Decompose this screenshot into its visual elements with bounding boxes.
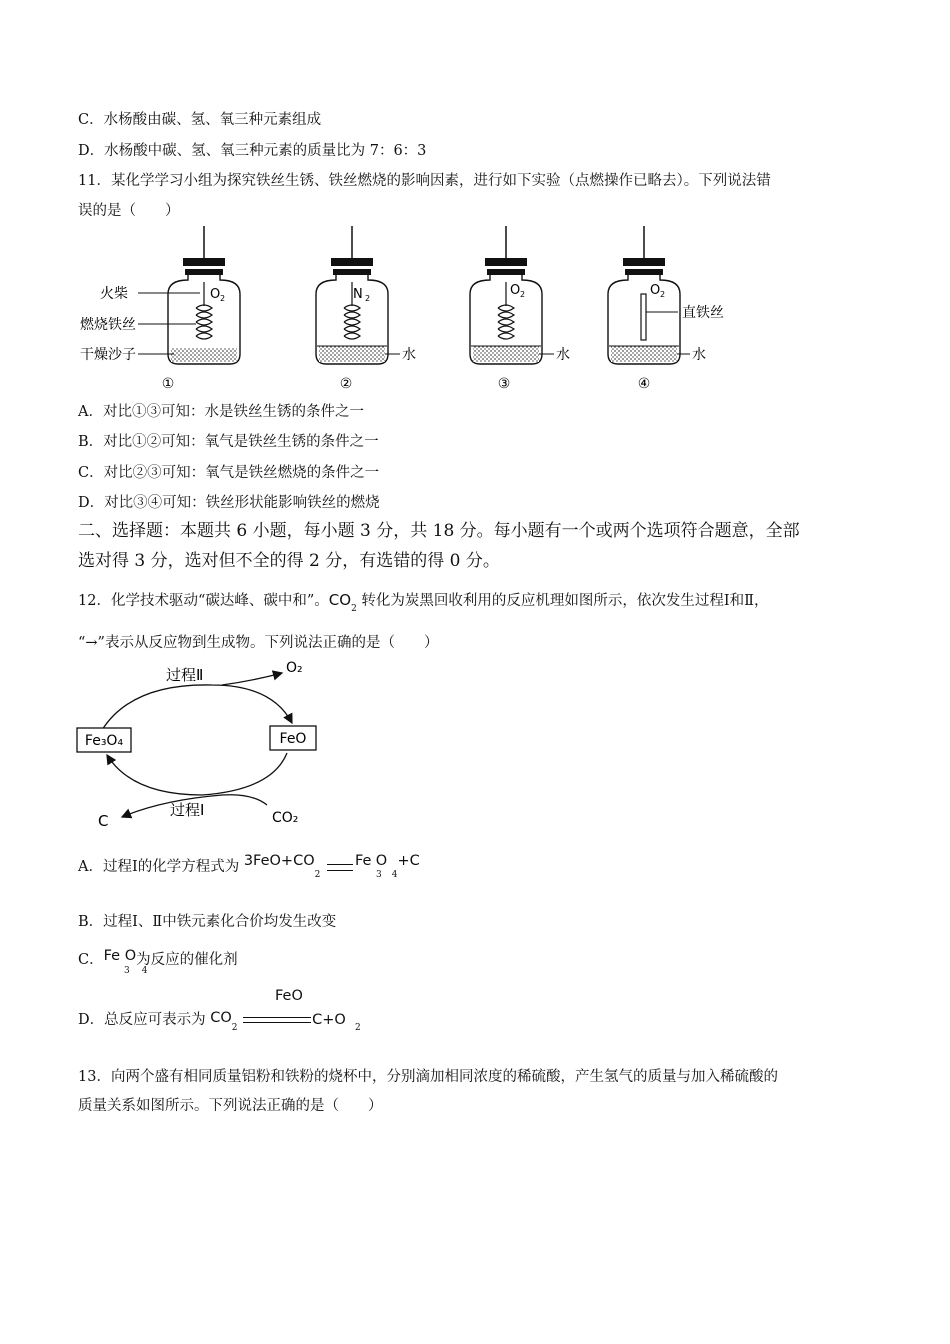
svg-text:2: 2 bbox=[365, 294, 371, 303]
jar4-gas-label: O bbox=[650, 283, 661, 298]
label-dry-sand: 干燥沙子 bbox=[80, 347, 136, 363]
q10-option-c: C．水杨酸由碳、氢、氧三种元素组成 bbox=[78, 112, 322, 128]
jar2-number: ② bbox=[339, 376, 353, 392]
q11-option-a: A．对比①③可知：水是铁丝生锈的条件之一 bbox=[78, 404, 364, 420]
process-1-label: 过程Ⅰ bbox=[170, 801, 205, 819]
label-burning-wire: 燃烧铁丝 bbox=[80, 317, 136, 333]
q11-jar-figure bbox=[70, 222, 770, 394]
jar-3 bbox=[470, 226, 570, 392]
jar3-gas-label: O bbox=[510, 283, 521, 298]
label-match: 火柴 bbox=[100, 286, 128, 302]
q12-stem-line2: “→”表示从反应物到生成物。下列说法正确的是（ ） bbox=[78, 635, 439, 651]
jar1-number: ① bbox=[161, 376, 175, 392]
q11-option-d: D．对比③④可知：铁丝形状能影响铁丝的燃烧 bbox=[78, 495, 380, 511]
jar1-gas-label: O bbox=[210, 287, 221, 302]
q12-option-d-condition: FeO bbox=[275, 988, 303, 1004]
q10-option-d: D．水杨酸中碳、氢、氧三种元素的质量比为 7：6：3 bbox=[78, 143, 427, 159]
jar4-water-label: 水 bbox=[692, 347, 706, 363]
svg-text:2: 2 bbox=[220, 294, 226, 303]
jar2-gas-label: N bbox=[353, 287, 363, 302]
svg-text:2: 2 bbox=[660, 290, 666, 299]
q12-option-b: B．过程Ⅰ、Ⅱ中铁元素化合价均发生改变 bbox=[78, 914, 337, 930]
section2-line2: 选对得 3 分，选对但不全的得 2 分，有选错的得 0 分。 bbox=[78, 551, 500, 571]
jar-1 bbox=[138, 226, 240, 392]
q12-cycle-diagram bbox=[72, 655, 352, 835]
q11-stem-line2: 误的是（ ） bbox=[78, 203, 180, 219]
section2-line1: 二、选择题：本题共 6 小题，每小题 3 分，共 18 分。每小题有一个或两个选项符合题意，全部 bbox=[78, 521, 800, 541]
q11-option-c: C．对比②③可知：氧气是铁丝燃烧的条件之一 bbox=[78, 465, 380, 481]
jar-2 bbox=[316, 226, 416, 392]
feo-box-label: FeO bbox=[279, 731, 307, 747]
q11-stem-line1: 11．某化学学习小组为探究铁丝生锈、铁丝燃烧的影响因素，进行如下实验（点燃操作已略去）。下列说法错 bbox=[78, 173, 771, 189]
jar-4 bbox=[608, 226, 724, 392]
jar4-number: ④ bbox=[637, 376, 651, 392]
q12-option-a: A．过程Ⅰ的化学方程式为 $3FeO+CO_2$ Fe $_3$O $_4$+C bbox=[78, 853, 420, 880]
carbon-label: C bbox=[98, 812, 109, 830]
q12-option-c: C．Fe O为反应的催化剂 bbox=[78, 948, 238, 968]
o2-label: O₂ bbox=[286, 660, 303, 676]
svg-text:2: 2 bbox=[520, 290, 526, 299]
fe3o4-box-label: Fe₃O₄ bbox=[84, 733, 124, 749]
jar3-water-label: 水 bbox=[556, 347, 570, 363]
jar4-straight-wire-label: 直铁丝 bbox=[682, 305, 724, 321]
q12-option-c-subscripts: 3 4 bbox=[124, 966, 148, 976]
co2-label: CO₂ bbox=[272, 810, 299, 826]
q13-stem-line1: 13．向两个盛有相同质量铝粉和铁粉的烧杯中，分别滴加相同浓度的稀硫酸，产生氢气的质量与加入稀硫酸的 bbox=[78, 1069, 778, 1085]
q11-option-b: B．对比①②可知：氧气是铁丝生锈的条件之一 bbox=[78, 434, 379, 450]
jar3-number: ③ bbox=[497, 376, 511, 392]
q13-stem-line2: 质量关系如图所示。下列说法正确的是（ ） bbox=[78, 1098, 383, 1114]
q12-option-d: D．总反应可表示为 $CO_2$ C+O $_2$ bbox=[78, 1010, 361, 1033]
process-2-label: 过程Ⅱ bbox=[166, 666, 204, 684]
jar2-water-label: 水 bbox=[402, 347, 416, 363]
q12-stem-line1: 12．化学技术驱动“碳达峰、碳中和”。$CO_2$ 转化为炭黑回收利用的反应机理如图所示，依次发生过程Ⅰ和Ⅱ， bbox=[78, 591, 769, 614]
